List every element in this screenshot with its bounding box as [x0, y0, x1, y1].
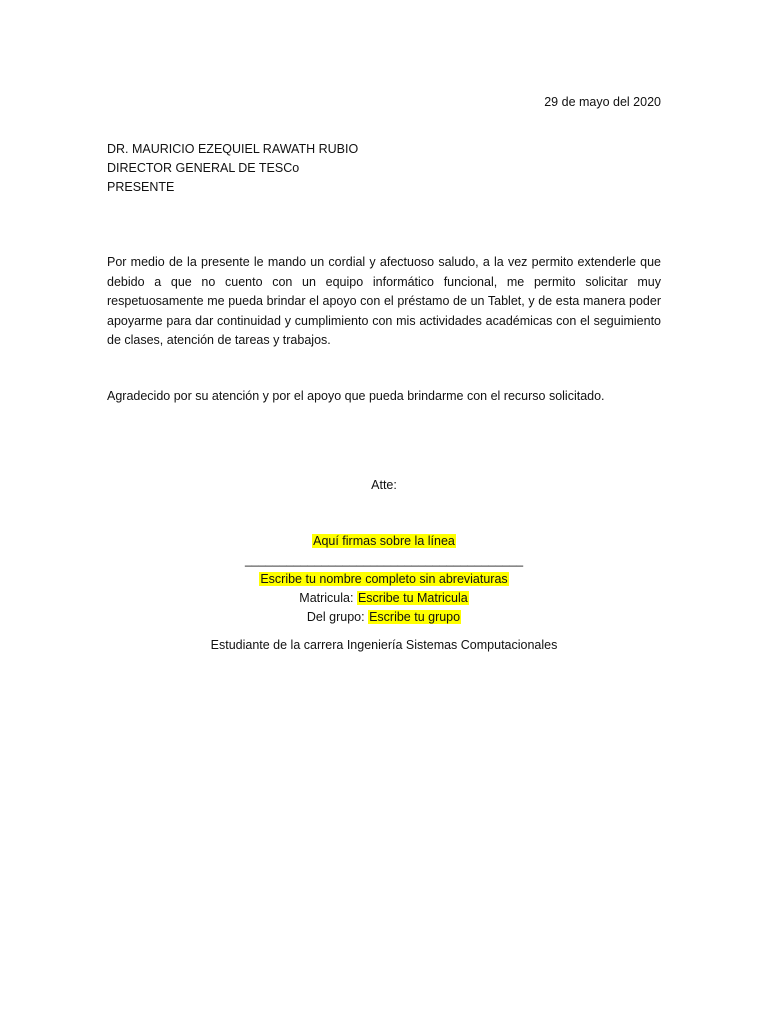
- recipient-greeting: PRESENTE: [107, 180, 175, 194]
- closing: Atte:: [371, 478, 397, 492]
- matricula-hint: Escribe tu Matricula: [357, 591, 468, 605]
- group-label: Del grupo:: [306, 610, 369, 624]
- signature-line: ________________________________________: [244, 553, 524, 567]
- letter-body: Por medio de la presente le mando un cordial y afectuoso saludo, a la vez permito extenderle que debido a que no cuento con un equipo informático funcional, me permito solicitar muy respetuosamente me pueda brindar el apoyo con el préstamo de un Tablet, y de esta manera poder apoyarme para dar continuidad y cumplimiento con mis actividades académicas con el seguimiento de clases, atención de tareas y trabajos.: [107, 255, 661, 348]
- recipient-title: DIRECTOR GENERAL DE TESCo: [107, 161, 300, 175]
- recipient-name: DR. MAURICIO EZEQUIEL RAWATH RUBIO: [107, 142, 359, 156]
- matricula-label: Matricula:: [299, 591, 357, 605]
- sign-hint: Aquí firmas sobre la línea: [313, 534, 455, 548]
- recipient-block: [107, 140, 358, 197]
- signature-block: [107, 532, 661, 627]
- thanks-paragraph: Agradecido por su atención y por el apoyo que pueda brindarme con el recurso solicitado.: [107, 389, 605, 403]
- career-line: Estudiante de la carrera Ingeniería Sistemas Computacionales: [210, 638, 558, 652]
- name-hint: Escribe tu nombre completo sin abreviaturas: [260, 572, 508, 586]
- group-hint: Escribe tu grupo: [369, 610, 461, 624]
- letter-date: 29 de mayo del 2020: [544, 95, 661, 109]
